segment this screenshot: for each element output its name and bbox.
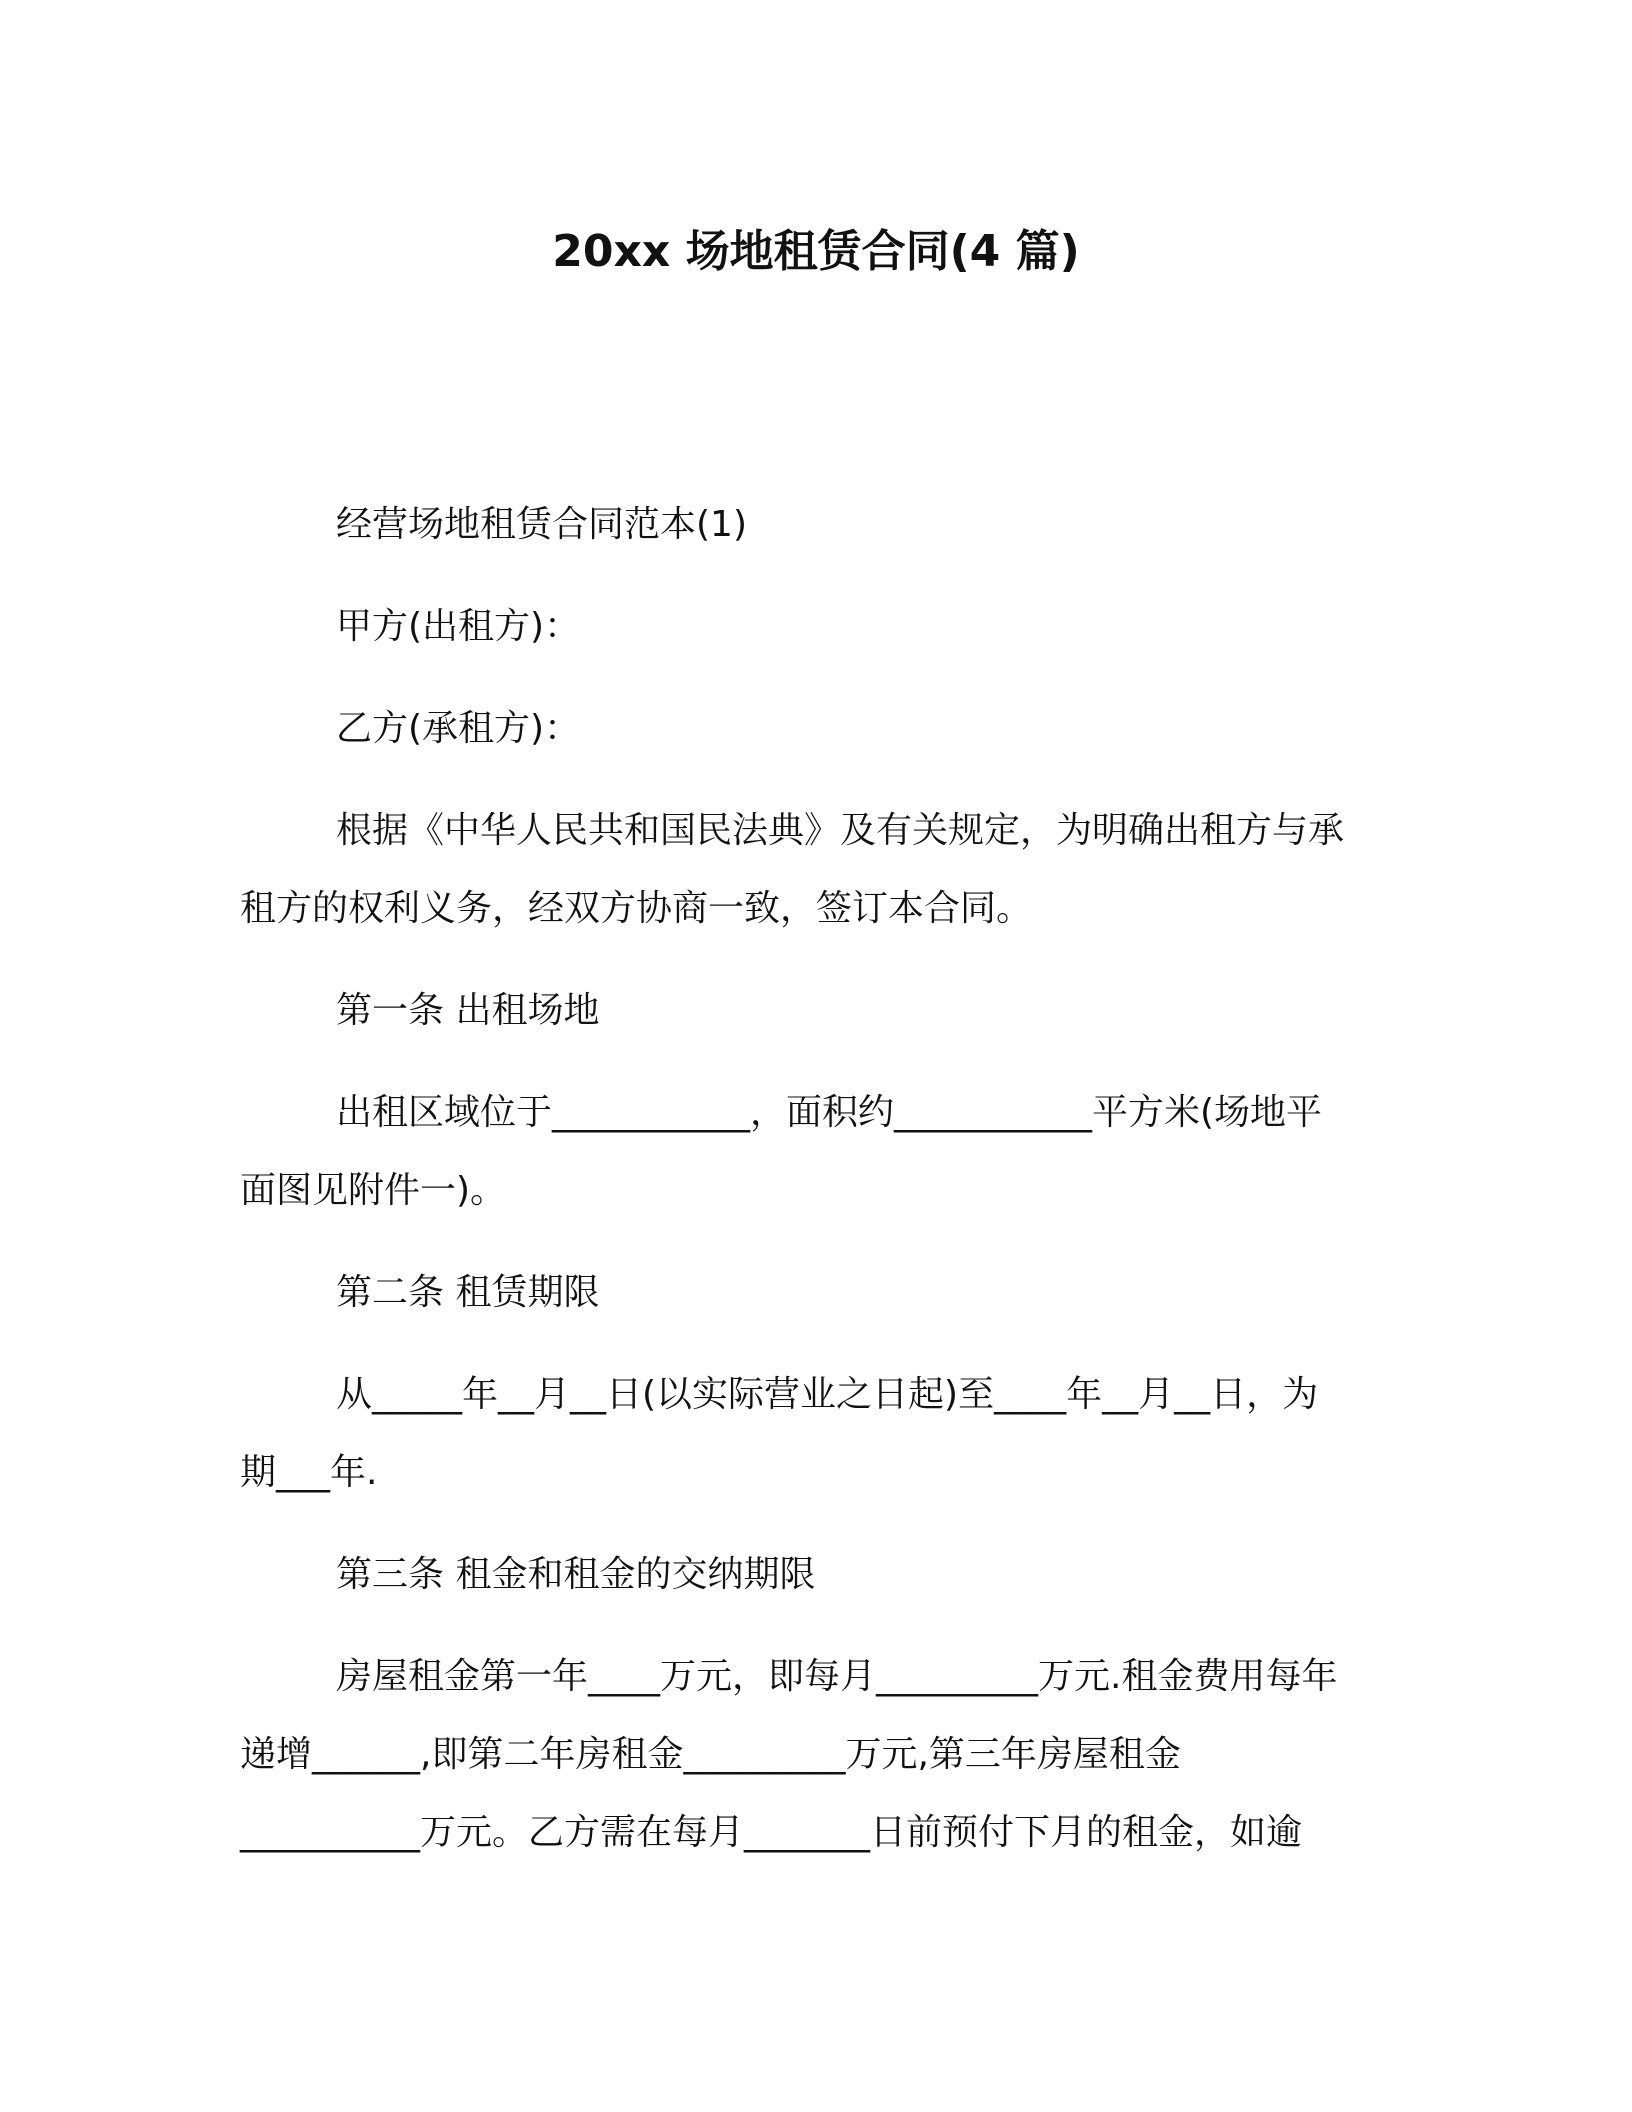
article-3-line-1: 房屋租金第一年____万元，即每月_________万元.租金费用每年 [336,1656,1338,1697]
party-a-line: 甲方(出租方)： [336,606,581,647]
article-3-line-3: __________万元。乙方需在每月_______日前预付下月的租金，如逾 [240,1812,1303,1853]
preamble-line-2: 租方的权利义务，经双方协商一致，签订本合同。 [240,888,1033,929]
document-body [240,0,1400,2112]
article-2-line-2: 期___年. [240,1452,378,1493]
article-1-heading: 第一条 出租场地 [336,990,600,1031]
party-b-line: 乙方(承租方)： [336,708,581,749]
section-heading: 经营场地租赁合同范本(1) [336,504,747,545]
article-3-heading: 第三条 租金和租金的交纳期限 [336,1554,816,1595]
document-title: 20xx 场地租赁合同(4 篇) [552,226,1080,277]
article-3-line-2: 递增______,即第二年房租金_________万元,第三年房屋租金 [240,1734,1181,1775]
article-1-line-2: 面图见附件一)。 [240,1170,507,1211]
article-2-heading: 第二条 租赁期限 [336,1272,600,1313]
preamble-line-1: 根据《中华人民共和国民法典》及有关规定，为明确出租方与承 [336,810,1345,851]
article-2-line-1: 从_____年__月__日(以实际营业之日起)至____年__月__日，为 [336,1374,1319,1415]
article-1-line-1: 出租区域位于___________，面积约___________平方米(场地平 [336,1092,1323,1133]
